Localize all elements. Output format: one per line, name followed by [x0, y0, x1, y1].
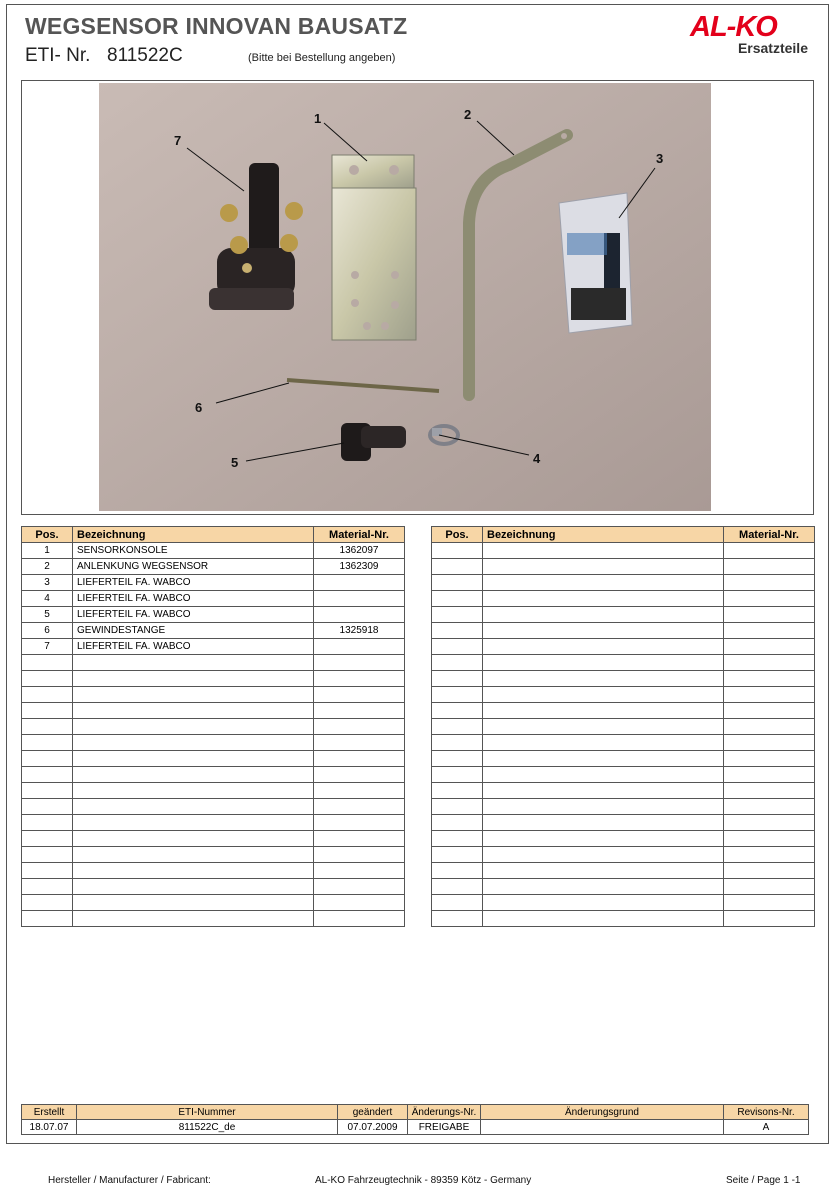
table-row: [22, 607, 405, 623]
cell-material: [724, 895, 815, 911]
cell-material: [314, 911, 405, 927]
cell-bezeichnung: [483, 735, 724, 751]
cell-bezeichnung: LIEFERTEIL FA. WABCO: [73, 607, 314, 623]
alko-logo: [690, 12, 814, 56]
col-pos-header: Pos.: [22, 527, 73, 543]
cell-material: [724, 783, 815, 799]
cell-bezeichnung: [73, 719, 314, 735]
cell-pos: [432, 623, 483, 639]
cell-pos: [22, 895, 73, 911]
cell-bezeichnung: [483, 751, 724, 767]
cell-bezeichnung: [73, 671, 314, 687]
table-row: [22, 671, 405, 687]
table-row: [432, 767, 815, 783]
cell-bezeichnung: [73, 655, 314, 671]
cell-pos: [22, 687, 73, 703]
cell-material: [724, 543, 815, 559]
rev-geaendert: 07.07.2009: [338, 1120, 408, 1135]
cell-material: 1325918: [314, 623, 405, 639]
table-row: [22, 879, 405, 895]
table-row: [22, 703, 405, 719]
cell-bezeichnung: [483, 703, 724, 719]
table-row: [22, 911, 405, 927]
callout-4: 4: [533, 451, 541, 466]
table-row: [432, 655, 815, 671]
cell-bezeichnung: [73, 783, 314, 799]
rev-revisions-nr: A: [724, 1120, 809, 1135]
cell-material: [314, 655, 405, 671]
cell-material: [314, 671, 405, 687]
col-bezeichnung-header: Bezeichnung: [483, 527, 724, 543]
cell-pos: [432, 671, 483, 687]
table-row: [432, 815, 815, 831]
cell-material: [314, 879, 405, 895]
cell-bezeichnung: [483, 863, 724, 879]
cell-bezeichnung: [73, 703, 314, 719]
cell-pos: 4: [22, 591, 73, 607]
table-row: [22, 719, 405, 735]
callout-1: 1: [314, 111, 322, 126]
cell-pos: [432, 575, 483, 591]
cell-pos: 3: [22, 575, 73, 591]
cell-pos: [432, 863, 483, 879]
cell-material: [724, 559, 815, 575]
cell-material: [314, 847, 405, 863]
table-row: [22, 815, 405, 831]
cell-material: [724, 879, 815, 895]
revision-value-row: [22, 1120, 809, 1135]
cell-pos: [432, 783, 483, 799]
rev-col-revisions-nr: Revisons-Nr.: [724, 1105, 809, 1120]
table-row: [432, 831, 815, 847]
cell-material: [724, 575, 815, 591]
table-row: [432, 639, 815, 655]
cell-pos: [432, 895, 483, 911]
cell-pos: [432, 911, 483, 927]
cell-material: [724, 847, 815, 863]
cell-material: [314, 575, 405, 591]
cell-bezeichnung: [73, 751, 314, 767]
cell-pos: [432, 591, 483, 607]
cell-material: [724, 751, 815, 767]
cell-bezeichnung: [73, 735, 314, 751]
cell-bezeichnung: SENSORKONSOLE: [73, 543, 314, 559]
cell-material: [314, 703, 405, 719]
cell-material: [724, 623, 815, 639]
cell-pos: [432, 639, 483, 655]
cell-pos: 7: [22, 639, 73, 655]
cell-pos: 1: [22, 543, 73, 559]
cell-bezeichnung: [73, 799, 314, 815]
cell-bezeichnung: [483, 639, 724, 655]
rev-col-aenderungs-nr: Änderungs-Nr.: [408, 1105, 481, 1120]
table-row: [432, 783, 815, 799]
cell-bezeichnung: [73, 895, 314, 911]
cell-material: 1362097: [314, 543, 405, 559]
footer-manufacturer: AL-KO Fahrzeugtechnik - 89359 Kötz - Germany: [315, 1175, 532, 1186]
table-row: [432, 847, 815, 863]
cell-pos: [432, 607, 483, 623]
cell-bezeichnung: [483, 543, 724, 559]
parts-table-left: [21, 526, 405, 927]
cell-material: [724, 687, 815, 703]
cell-bezeichnung: [73, 847, 314, 863]
cell-bezeichnung: [483, 783, 724, 799]
cell-pos: [22, 831, 73, 847]
rev-col-erstellt: Erstellt: [22, 1105, 77, 1120]
table-row: [432, 799, 815, 815]
callout-5: 5: [231, 455, 239, 470]
eti-label: ETI- Nr.: [25, 45, 91, 66]
cell-material: [724, 703, 815, 719]
table-row: [22, 575, 405, 591]
cell-material: [724, 719, 815, 735]
table-row: [22, 751, 405, 767]
table-row: [432, 735, 815, 751]
cell-material: [724, 831, 815, 847]
cell-bezeichnung: LIEFERTEIL FA. WABCO: [73, 639, 314, 655]
cell-pos: [22, 815, 73, 831]
table-row: [432, 879, 815, 895]
cell-pos: [22, 655, 73, 671]
parts-table-header: [22, 527, 405, 543]
table-row: [432, 575, 815, 591]
cell-bezeichnung: [483, 591, 724, 607]
order-note: (Bitte bei Bestellung angeben): [248, 52, 396, 64]
table-row: [22, 767, 405, 783]
cell-bezeichnung: [483, 847, 724, 863]
rev-aenderungsgrund: [481, 1120, 724, 1135]
cell-material: [724, 655, 815, 671]
cell-bezeichnung: [483, 671, 724, 687]
cell-bezeichnung: [73, 815, 314, 831]
col-bezeichnung-header: Bezeichnung: [73, 527, 314, 543]
table-row: [432, 543, 815, 559]
cell-bezeichnung: [73, 767, 314, 783]
table-row: [432, 623, 815, 639]
cell-pos: [432, 751, 483, 767]
cell-pos: [432, 879, 483, 895]
cell-material: [724, 639, 815, 655]
cell-material: [314, 639, 405, 655]
parts-photo: [99, 83, 711, 511]
cell-pos: [432, 719, 483, 735]
table-row: [432, 687, 815, 703]
cell-pos: [432, 655, 483, 671]
cell-pos: [22, 783, 73, 799]
cell-material: [724, 863, 815, 879]
cell-bezeichnung: [73, 879, 314, 895]
cell-bezeichnung: GEWINDESTANGE: [73, 623, 314, 639]
cell-material: [314, 831, 405, 847]
table-row: [432, 703, 815, 719]
cell-pos: [432, 815, 483, 831]
rev-col-eti-nummer: ETI-Nummer: [77, 1105, 338, 1120]
col-material-header: Material-Nr.: [314, 527, 405, 543]
cell-bezeichnung: [73, 863, 314, 879]
linkage-hole: [561, 133, 567, 139]
table-row: [22, 863, 405, 879]
footer-manufacturer-label: Hersteller / Manufacturer / Fabricant:: [48, 1175, 211, 1186]
table-row: [22, 543, 405, 559]
cell-material: [724, 799, 815, 815]
cell-pos: [22, 719, 73, 735]
parts-table-right: [431, 526, 815, 927]
cell-material: [724, 815, 815, 831]
table-row: [432, 671, 815, 687]
cell-material: [314, 751, 405, 767]
cell-pos: [22, 735, 73, 751]
cell-material: [314, 607, 405, 623]
cell-bezeichnung: [73, 687, 314, 703]
cell-pos: [22, 863, 73, 879]
cell-material: [724, 911, 815, 927]
table-row: [432, 911, 815, 927]
callout-6: 6: [195, 400, 203, 415]
cell-material: [724, 591, 815, 607]
table-row: [22, 783, 405, 799]
logo-subtitle: Ersatzteile: [737, 40, 808, 56]
callout-2: 2: [464, 107, 472, 122]
cell-material: [314, 799, 405, 815]
cell-bezeichnung: LIEFERTEIL FA. WABCO: [73, 591, 314, 607]
cell-bezeichnung: [483, 895, 724, 911]
table-row: [22, 591, 405, 607]
cell-bezeichnung: [73, 911, 314, 927]
cell-bezeichnung: [483, 767, 724, 783]
cell-material: [724, 735, 815, 751]
cell-pos: [22, 751, 73, 767]
cell-material: [314, 767, 405, 783]
cell-bezeichnung: [483, 879, 724, 895]
cell-pos: 5: [22, 607, 73, 623]
cell-pos: [22, 671, 73, 687]
cell-bezeichnung: [483, 559, 724, 575]
table-row: [432, 895, 815, 911]
rev-col-aenderungsgrund: Änderungsgrund: [481, 1105, 724, 1120]
table-row: [22, 847, 405, 863]
rev-col-geaendert: geändert: [338, 1105, 408, 1120]
cell-bezeichnung: [73, 831, 314, 847]
table-row: [432, 751, 815, 767]
cell-bezeichnung: ANLENKUNG WEGSENSOR: [73, 559, 314, 575]
table-row: [22, 735, 405, 751]
cell-material: [724, 607, 815, 623]
table-row: [22, 623, 405, 639]
cell-pos: [432, 831, 483, 847]
rev-erstellt: 18.07.07: [22, 1120, 77, 1135]
revision-table: [21, 1104, 809, 1135]
cell-pos: [22, 847, 73, 863]
table-row: [432, 559, 815, 575]
cell-bezeichnung: [483, 815, 724, 831]
rev-aenderungs-nr: FREIGABE: [408, 1120, 481, 1135]
cell-material: [314, 719, 405, 735]
table-row: [22, 895, 405, 911]
part-1-bracket: [332, 155, 416, 340]
cell-bezeichnung: [483, 607, 724, 623]
cell-pos: [432, 687, 483, 703]
parts-table-header: [432, 527, 815, 543]
table-row: [22, 687, 405, 703]
footer-page: Seite / Page 1 -1: [726, 1175, 801, 1186]
cell-bezeichnung: [483, 687, 724, 703]
cell-bezeichnung: [483, 575, 724, 591]
part-3-bag: [559, 193, 632, 333]
rev-eti-nummer: 811522C_de: [77, 1120, 338, 1135]
cell-bezeichnung: [483, 799, 724, 815]
cell-bezeichnung: [483, 831, 724, 847]
cell-pos: 6: [22, 623, 73, 639]
table-row: [432, 863, 815, 879]
col-material-header: Material-Nr.: [724, 527, 815, 543]
cell-material: [724, 767, 815, 783]
eti-number: 811522C: [107, 45, 183, 66]
table-row: [432, 591, 815, 607]
cell-pos: [432, 703, 483, 719]
cell-pos: [22, 799, 73, 815]
document-title: WEGSENSOR INNOVAN BAUSATZ: [25, 13, 408, 39]
revision-header-row: [22, 1105, 809, 1120]
col-pos-header: Pos.: [432, 527, 483, 543]
cell-material: [314, 863, 405, 879]
cell-pos: [432, 543, 483, 559]
table-row: [22, 655, 405, 671]
cell-bezeichnung: [483, 719, 724, 735]
cell-pos: [432, 799, 483, 815]
cell-material: 1362309: [314, 559, 405, 575]
cell-material: [314, 591, 405, 607]
table-row: [22, 831, 405, 847]
logo-mark: AL-KO: [690, 11, 777, 43]
table-row: [22, 639, 405, 655]
cell-bezeichnung: [483, 623, 724, 639]
cell-pos: [22, 703, 73, 719]
cell-pos: [432, 767, 483, 783]
cell-material: [314, 735, 405, 751]
cell-pos: [432, 559, 483, 575]
table-row: [22, 799, 405, 815]
table-row: [22, 559, 405, 575]
table-row: [432, 607, 815, 623]
cell-bezeichnung: [483, 911, 724, 927]
cell-material: [724, 671, 815, 687]
cell-bezeichnung: [483, 655, 724, 671]
cell-bezeichnung: LIEFERTEIL FA. WABCO: [73, 575, 314, 591]
cell-material: [314, 815, 405, 831]
cell-material: [314, 687, 405, 703]
cell-pos: [432, 735, 483, 751]
cell-material: [314, 783, 405, 799]
callout-7: 7: [174, 133, 182, 148]
cell-pos: [22, 879, 73, 895]
cell-pos: [432, 847, 483, 863]
cell-pos: 2: [22, 559, 73, 575]
callout-3: 3: [656, 151, 664, 166]
cell-pos: [22, 911, 73, 927]
cell-material: [314, 895, 405, 911]
table-row: [432, 719, 815, 735]
cell-pos: [22, 767, 73, 783]
